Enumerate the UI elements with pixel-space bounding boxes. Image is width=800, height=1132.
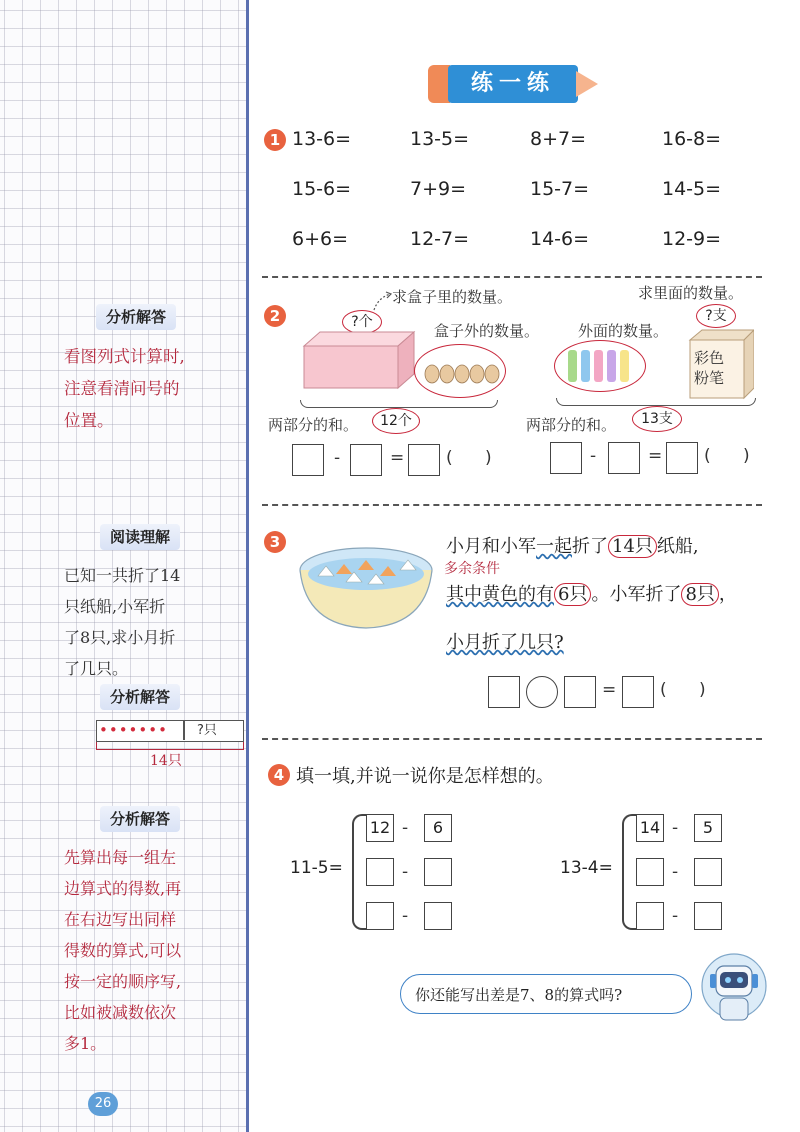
equation: 6+6= [292,228,349,250]
title-cap-right [576,71,598,97]
diagram-split [183,721,185,740]
diagram-total: 14只 [150,753,182,769]
note-line: 在右边写出同样 [64,910,177,929]
sidebar-edge [246,0,249,1132]
equation: 14-5= [662,178,722,200]
sidebar-note-4 [64,842,181,1059]
diagram-dots: ••••••• [99,721,168,739]
answer-box[interactable] [424,902,452,930]
q3-text: 小月和小军 [446,536,536,557]
equation: 14-6= [530,228,590,250]
note-line: 比如被减数依次 [64,1003,177,1022]
q3-line-2 [446,580,737,606]
note-line: 多1。 [64,1034,107,1053]
answer-box[interactable] [636,902,664,930]
answer-box[interactable] [292,444,324,476]
note-line: 只纸船,小军折 [64,597,166,616]
answer-box[interactable] [424,858,452,886]
prompt-left: 求盒子里的数量。 [392,288,513,306]
answer-box[interactable] [622,676,654,708]
chalk-illustration [566,348,636,384]
page-title-banner [428,65,598,103]
sidebar-heading-analysis-2: 分析解答 [100,684,180,710]
q4-prompt: 填一填,并说一说你是怎样想的。 [296,766,554,787]
q4-left-equation: 11-5= [290,858,343,878]
diagram-brace [96,742,244,750]
robot-speech-bubble [400,974,692,1014]
outside-label-left: 盒子外的数量。 [434,322,540,340]
answer-box-filled: 12 [366,814,394,842]
equation: 16-8= [662,128,722,150]
answer-box[interactable] [608,442,640,474]
q3-text: 其中黄色的有 [446,584,554,605]
sidebar-heading-analysis-3: 分析解答 [100,806,180,832]
sum-label-left: 两部分的和。 [268,416,359,434]
note-line: 得数的算式,可以 [64,941,182,960]
note-line: 先算出每一组左 [64,848,177,867]
minus-sign: - [334,448,341,468]
answer-box-filled: 5 [694,814,722,842]
question-number-2: 2 [264,305,286,327]
q3-text: ， [718,584,737,605]
brace-left [300,400,498,408]
q3-circled-8: 8只 [681,583,718,606]
equals-sign: = [648,446,663,466]
q3-text: 纸船, [656,536,699,557]
paper-boats-basin-illustration [296,534,436,634]
question-bubble-left: ?个 [342,310,382,334]
note-line: 位置。 [64,411,114,430]
answer-box[interactable] [550,442,582,474]
section-divider [262,738,762,740]
brace-right [556,398,756,406]
total-left: 12个 [372,408,420,434]
sidebar-heading-reading: 阅读理解 [100,524,180,550]
answer-box[interactable] [408,444,440,476]
robot-icon [700,952,768,1028]
note-line: 了8只,求小月折 [64,628,176,647]
equation: 7+9= [410,178,467,200]
equation: 13-6= [292,128,352,150]
outside-label-right: 外面的数量。 [578,322,669,340]
line-diagram [96,720,244,742]
answer-box[interactable] [488,676,520,708]
minus-sign: - [402,862,409,882]
answer-box[interactable] [694,858,722,886]
answer-box-filled: 14 [636,814,664,842]
arrow-icon [370,290,394,312]
equation: 15-6= [292,178,352,200]
q3-question: 小月折了几只? [446,632,564,653]
note-line: 边算式的得数,再 [64,879,182,898]
diagram-question: ?只 [197,723,217,738]
minus-sign: - [672,862,679,882]
q3-line-1 [446,532,699,558]
total-right: 13支 [632,406,682,432]
prompt-right: 求里面的数量。 [638,284,744,302]
answer-box[interactable] [694,902,722,930]
note-line: 看图列式计算时, [64,347,185,366]
answer-box[interactable] [564,676,596,708]
answer-box[interactable] [636,858,664,886]
unit-paren[interactable]: ( ) [446,448,492,468]
box-text-line: 彩色 [694,349,725,367]
q3-text: 折了 [572,536,608,557]
minus-sign: - [402,906,409,926]
q4-right-equation: 13-4= [560,858,613,878]
sidebar-note-1 [64,341,185,437]
equation: 13-5= [410,128,470,150]
question-bubble-right: ?支 [696,304,736,328]
equation: 15-7= [530,178,590,200]
alpaca-toys-illustration [422,352,500,390]
q3-circled-6: 6只 [554,583,591,606]
answer-box[interactable] [666,442,698,474]
pink-box-illustration [298,328,418,390]
unit-paren[interactable]: ( ) [660,680,706,700]
q3-text: 。小军折了 [591,584,682,605]
sum-label-right: 两部分的和。 [526,416,617,434]
answer-box[interactable] [366,858,394,886]
box-text-line: 粉笔 [694,369,725,387]
minus-sign: - [590,446,597,466]
q3-keyword-together: 一起 [536,536,572,557]
page-number: 26 [88,1092,118,1116]
note-line: 已知一共折了14 [64,566,181,585]
question-number-3: 3 [264,531,286,553]
sidebar-heading-analysis: 分析解答 [96,304,176,330]
question-number-1: 1 [264,129,286,151]
chalk-box-label [694,348,724,388]
q3-circled-14: 14只 [608,535,657,558]
extra-condition-note: 多余条件 [444,561,500,577]
minus-sign: - [402,818,409,838]
sidebar-note-2 [64,560,180,684]
page-title: 练一练 [448,65,578,103]
robot-bubble-text: 你还能写出差是7、8的算式吗? [415,986,623,1004]
question-number-4: 4 [268,764,290,786]
section-divider [262,276,762,278]
title-cap-left [428,65,450,103]
minus-sign: - [672,906,679,926]
answer-box[interactable] [366,902,394,930]
operator-circle[interactable] [526,676,558,708]
note-line: 了几只。 [64,659,129,678]
equation: 12-9= [662,228,722,250]
section-divider [262,504,762,506]
equation: 12-7= [410,228,470,250]
answer-box-filled: 6 [424,814,452,842]
note-line: 注意看清问号的 [64,379,180,398]
equation: 8+7= [530,128,587,150]
equals-sign: = [390,448,405,468]
answer-box[interactable] [350,444,382,476]
equals-sign: = [602,680,617,700]
unit-paren[interactable]: ( ) [704,446,750,466]
minus-sign: - [672,818,679,838]
note-line: 按一定的顺序写, [64,972,182,991]
